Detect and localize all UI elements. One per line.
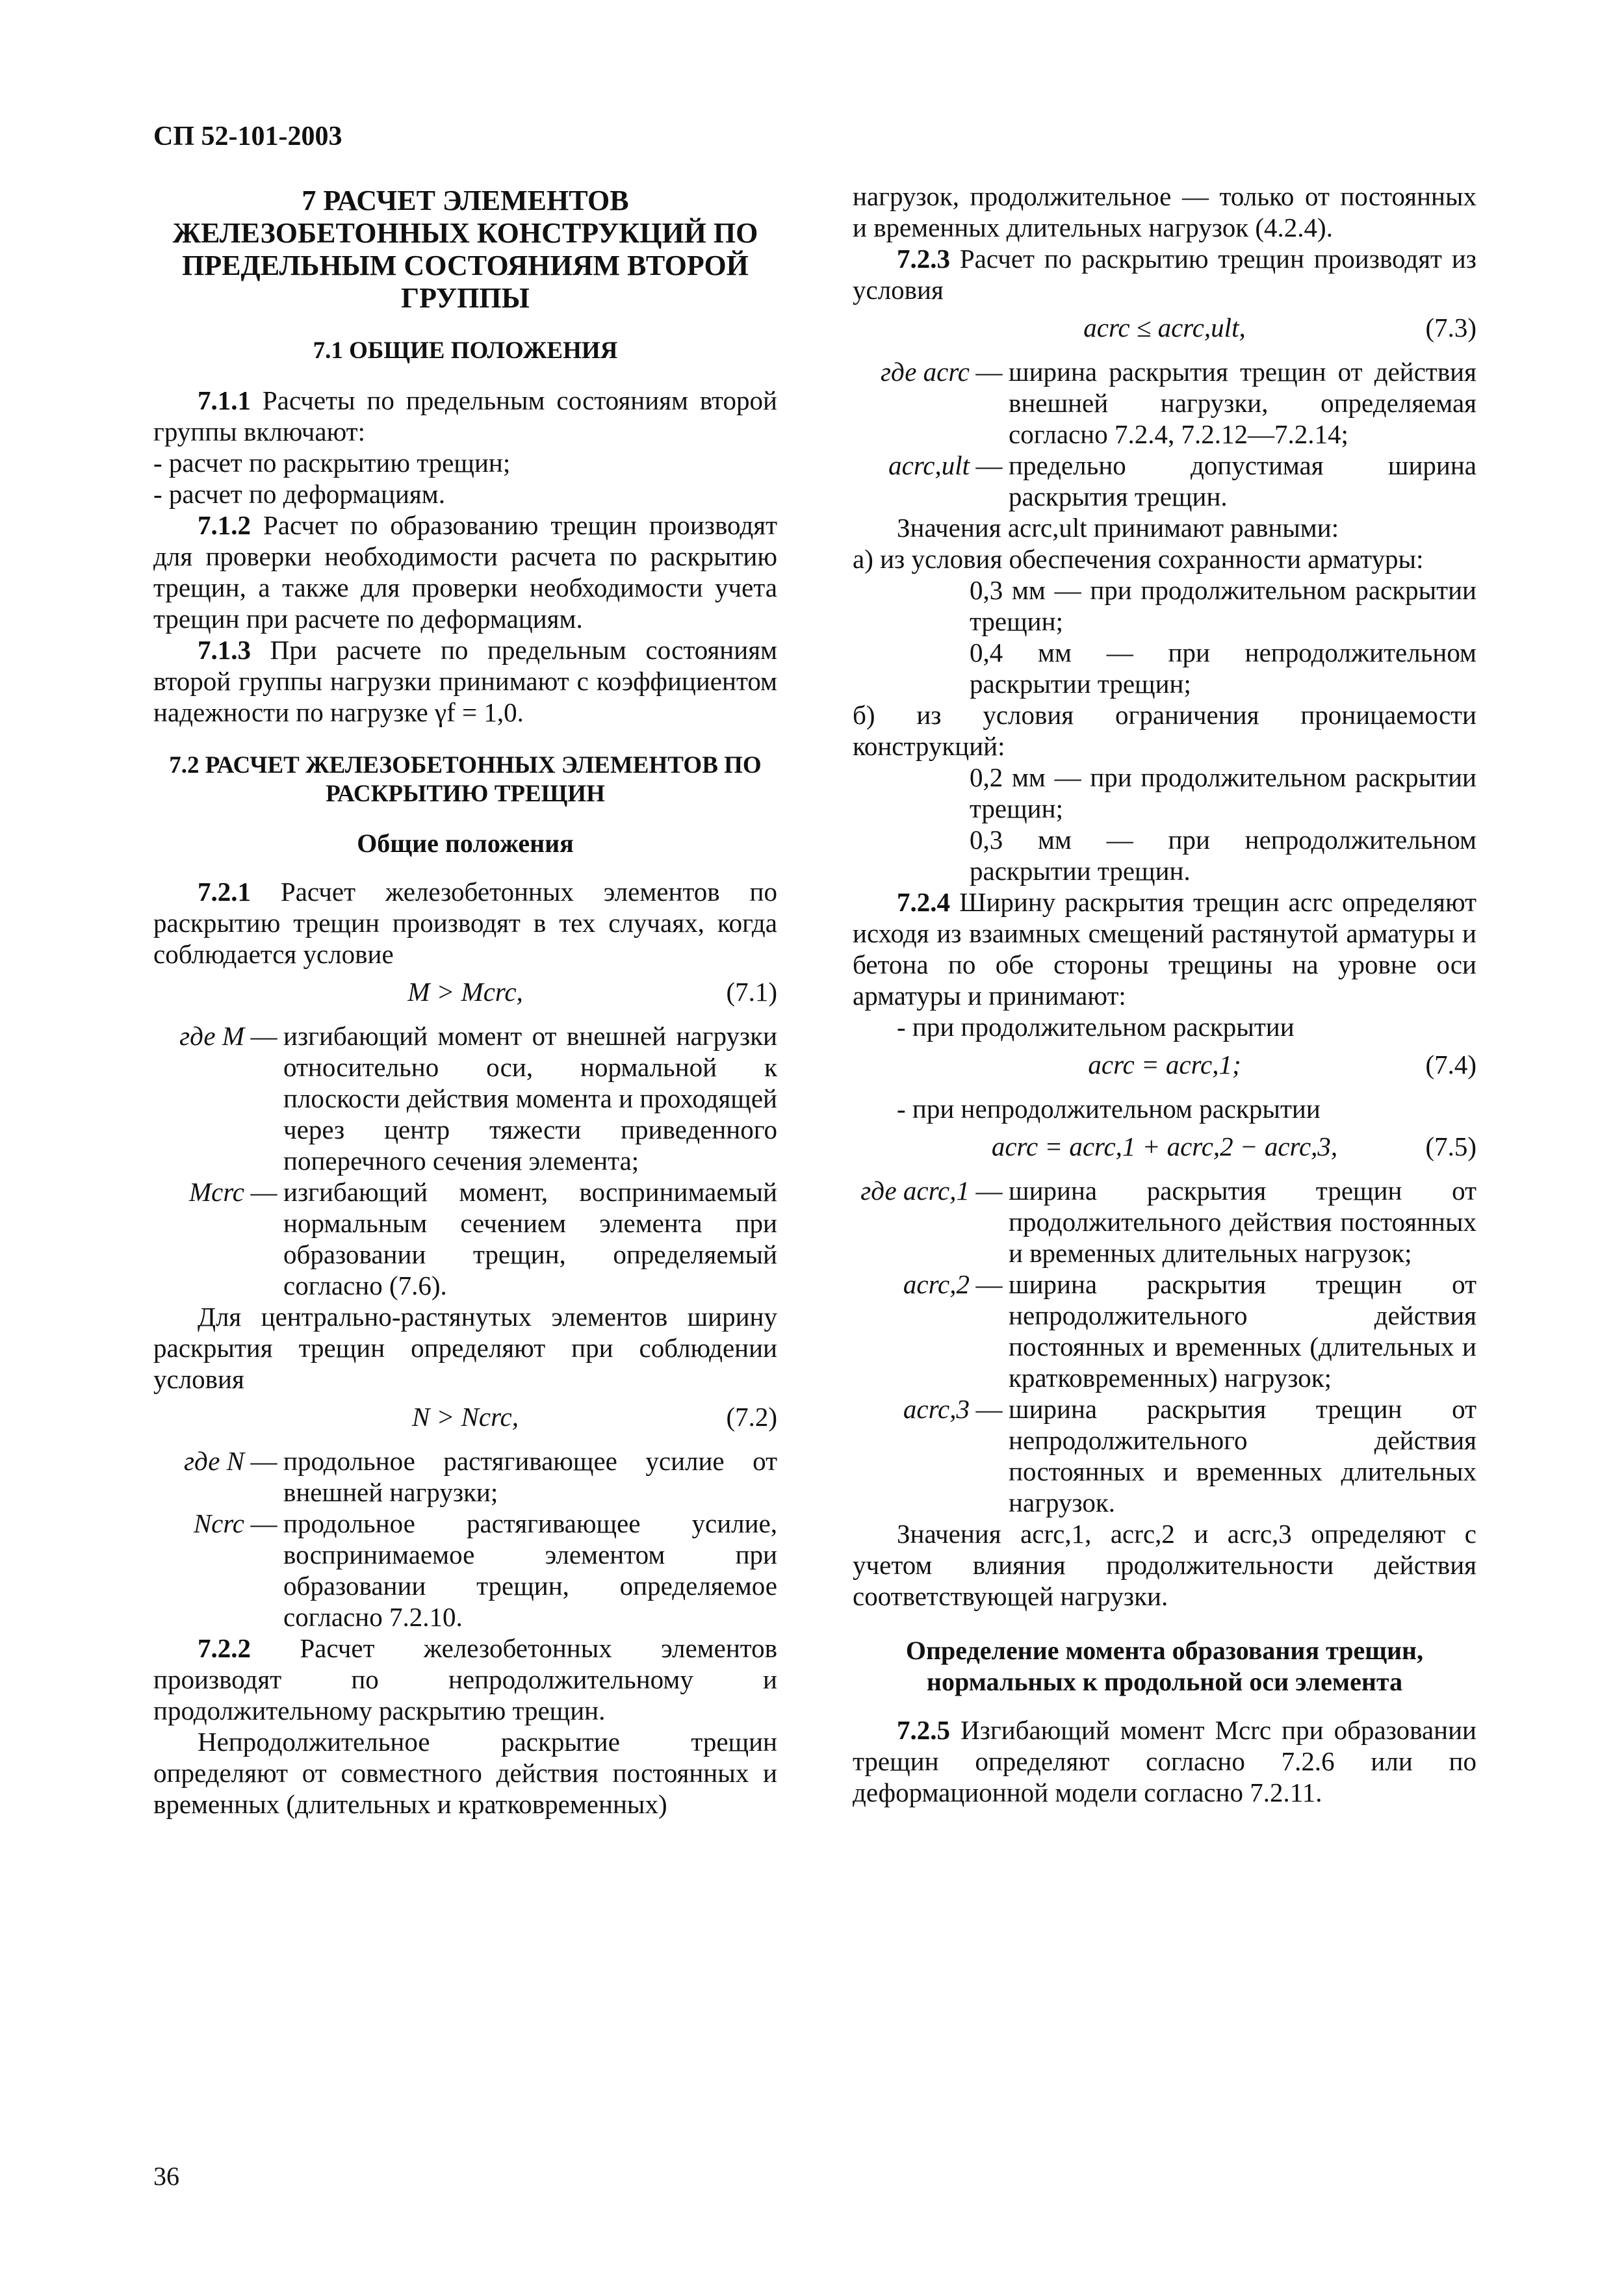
definition-symbol: где M: [179, 1021, 244, 1051]
section-7-2-title: 7.2 РАСЧЕТ ЖЕЛЕЗОБЕТОННЫХ ЭЛЕМЕНТОВ ПО РАСКРЫТИЮ ТРЕЩИН: [169, 752, 762, 807]
definition-item: [153, 1020, 777, 1176]
definition-dash: —: [975, 1269, 1003, 1299]
list-item: - при непродолжительном раскрытии: [897, 1094, 1321, 1124]
equation-expression: M > Mcrc,: [407, 977, 523, 1007]
equation-7-4: [853, 1049, 1476, 1081]
equation-expression: N > Ncrc,: [412, 1402, 519, 1432]
value-line: 0,3 мм — при непродолжительном раскрытии трещин.: [970, 825, 1476, 886]
clause-7-2-4: [853, 886, 1476, 1011]
equation-number: (7.4): [1425, 1050, 1476, 1079]
value-line: 0,4 мм — при непродолжительном раскрытии трещин;: [970, 638, 1476, 699]
left-column: [153, 181, 777, 1820]
definition-text: продольное растягивающее усилие, воспринимаемое элементом при образовании трещин, определяемое согласно 7.2.10.: [283, 1508, 777, 1632]
definition-dash: —: [250, 1177, 277, 1207]
clause-number: 7.1.1: [198, 385, 251, 415]
clause-number: 7.2.1: [198, 877, 251, 907]
clause-number: 7.1.2: [198, 510, 251, 540]
definition-symbol: acrc,3: [903, 1394, 970, 1424]
definition-item: [153, 1445, 777, 1508]
clause-text: Расчеты по предельным состояниям второй группы включают:: [153, 385, 777, 446]
page-number: 36: [153, 2162, 179, 2191]
list-item: - расчет по деформациям.: [153, 479, 445, 509]
clause-number: 7.2.3: [897, 244, 950, 274]
definition-item: [153, 1176, 777, 1301]
definition-symbol: где acrc: [880, 357, 970, 387]
value-line: 0,2 мм — при продолжительном раскрытии трещин;: [970, 762, 1476, 823]
subsection-moment-title: Определение момента образования трещин, нормальных к продольной оси элемента: [905, 1636, 1424, 1696]
definition-dash: —: [250, 1021, 277, 1051]
definition-item: [853, 356, 1476, 450]
equation-number: (7.1): [726, 977, 777, 1007]
definition-dash: —: [975, 1394, 1003, 1424]
list-item: - расчет по раскрытию трещин;: [153, 448, 511, 478]
clause-text: Расчет железобетонных элементов производят по непродолжительному и продолжительному раскрытию трещин.: [153, 1633, 777, 1725]
definition-dash: —: [975, 450, 1003, 480]
definition-text: предельно допустимая ширина раскрытия трещин.: [1009, 450, 1476, 511]
clause-number: 7.2.2: [198, 1633, 251, 1663]
definition-text: ширина раскрытия трещин от продолжительного действия постоянных и временных длительных нагрузок;: [1009, 1176, 1476, 1268]
clause-text: Расчет по раскрытию трещин производят из условия: [853, 244, 1476, 305]
equation-number: (7.5): [1425, 1131, 1476, 1161]
definition-symbol: acrc,ult: [888, 450, 970, 480]
clause-7-2-5: [853, 1714, 1476, 1808]
definition-text: ширина раскрытия трещин от непродолжительного действия постоянных и временных (длительных и кратковременных) нагрузок;: [1009, 1269, 1476, 1393]
definition-text: изгибающий момент от внешней нагрузки относительно оси, нормальной к плоскости действия момента и проходящей через центр тяжести приведенного поперечного сечения элемента;: [283, 1021, 777, 1176]
clause-7-1-1: [153, 385, 777, 447]
subsection-general-title: Общие положения: [357, 829, 574, 858]
equation-expression: acrc = acrc,1 + acrc,2 − acrc,3,: [991, 1131, 1338, 1161]
value-line: 0,3 мм — при продолжительном раскрытии трещин;: [970, 575, 1476, 636]
definition-item: [853, 1269, 1476, 1393]
paragraph-values-intro: Значения acrc,ult принимают равными:: [897, 513, 1339, 543]
definition-text: ширина раскрытия трещин от действия внешней нагрузки, определяемая согласно 7.2.4, 7.2.12—7.2.14;: [1009, 357, 1476, 449]
definition-dash: —: [250, 1446, 277, 1476]
paragraph-central-tension: Для центрально-растянутых элементов ширину раскрытия трещин определяют при соблюдении условия: [153, 1302, 777, 1394]
clause-number: 7.1.3: [198, 635, 251, 665]
clause-7-2-2: [153, 1633, 777, 1726]
definition-text: изгибающий момент, воспринимаемый нормальным сечением элемента при образовании трещин, определяемый согласно (7.6).: [283, 1177, 777, 1300]
definition-dash: —: [975, 357, 1003, 387]
definition-symbol: acrc,2: [903, 1269, 970, 1299]
document-code-header: СП 52-101-2003: [153, 122, 342, 151]
clause-text: При расчете по предельным состояниям второй группы нагрузки принимают с коэффициентом надежности по нагрузке γf = 1,0.: [153, 635, 777, 727]
equation-number: (7.3): [1425, 313, 1476, 342]
section-7-1-title: 7.1 ОБЩИЕ ПОЛОЖЕНИЯ: [313, 337, 618, 364]
list-item-b: б) из условия ограничения проницаемости конструкций:: [853, 700, 1476, 761]
list-item-a: а) из условия обеспечения сохранности арматуры:: [853, 544, 1424, 574]
clause-number: 7.2.4: [897, 887, 950, 917]
definition-symbol: Ncrc: [193, 1508, 244, 1538]
definition-item: [153, 1508, 777, 1633]
equation-expression: acrc = acrc,1;: [1088, 1050, 1241, 1079]
equation-number: (7.2): [726, 1402, 777, 1432]
equation-7-2: [153, 1401, 777, 1434]
equation-7-1: [153, 976, 777, 1009]
definition-dash: —: [975, 1176, 1003, 1206]
clause-7-1-3: [153, 634, 777, 728]
definition-symbol: где N: [183, 1446, 244, 1476]
definition-text: ширина раскрытия трещин от непродолжительного действия постоянных и временных длительных нагрузок.: [1009, 1394, 1476, 1518]
chapter-title: 7 РАСЧЕТ ЭЛЕМЕНТОВ ЖЕЛЕЗОБЕТОННЫХ КОНСТРУКЦИЙ ПО ПРЕДЕЛЬНЫМ СОСТОЯНИЯМ ВТОРОЙ ГРУППЫ: [172, 185, 758, 314]
clause-7-2-3: [853, 243, 1476, 305]
definition-symbol: Mcrc: [189, 1177, 244, 1207]
paragraph-short-term-opening: Непродолжительное раскрытие трещин определяют от совместного действия постоянных и временных (длительных и кратковременных): [153, 1727, 777, 1819]
paragraph-values-note: Значения acrc,1, acrc,2 и acrc,3 определяют с учетом влияния продолжительности действия соответствующей нагрузки.: [853, 1519, 1476, 1611]
definition-dash: —: [250, 1508, 277, 1538]
list-item: - при продолжительном раскрытии: [897, 1012, 1295, 1042]
definition-text: продольное растягивающее усилие от внешней нагрузки;: [283, 1446, 777, 1507]
clause-text: Изгибающий момент Mcrc при образовании трещин определяют согласно 7.2.6 или по деформационной модели согласно 7.2.11.: [853, 1715, 1476, 1807]
paragraph-continuation: нагрузок, продолжительное — только от постоянных и временных длительных нагрузок (4.2.4).: [853, 181, 1476, 242]
definition-item: [853, 450, 1476, 512]
definition-item: [853, 1175, 1476, 1269]
clause-text: Ширину раскрытия трещин acrc определяют исходя из взаимных смещений растянутой арматуры и бетона по обе стороны трещины на уровне оси арматуры и принимают:: [853, 887, 1476, 1011]
equation-7-3: [853, 312, 1476, 344]
clause-7-1-2: [153, 510, 777, 634]
clause-text: Расчет железобетонных элементов по раскрытию трещин производят в тех случаях, когда соблюдается условие: [153, 877, 777, 969]
equation-expression: acrc ≤ acrc,ult,: [1083, 313, 1246, 342]
clause-number: 7.2.5: [897, 1715, 950, 1745]
equation-7-5: [853, 1131, 1476, 1163]
definition-item: [853, 1393, 1476, 1518]
clause-7-2-1: [153, 876, 777, 970]
definition-symbol: где acrc,1: [860, 1176, 970, 1206]
right-column: [853, 181, 1476, 1808]
clause-text: Расчет по образованию трещин производят для проверки необходимости расчета по раскрытию трещин, а также для проверки необходимости учета трещин при расчете по деформациям.: [153, 510, 777, 634]
